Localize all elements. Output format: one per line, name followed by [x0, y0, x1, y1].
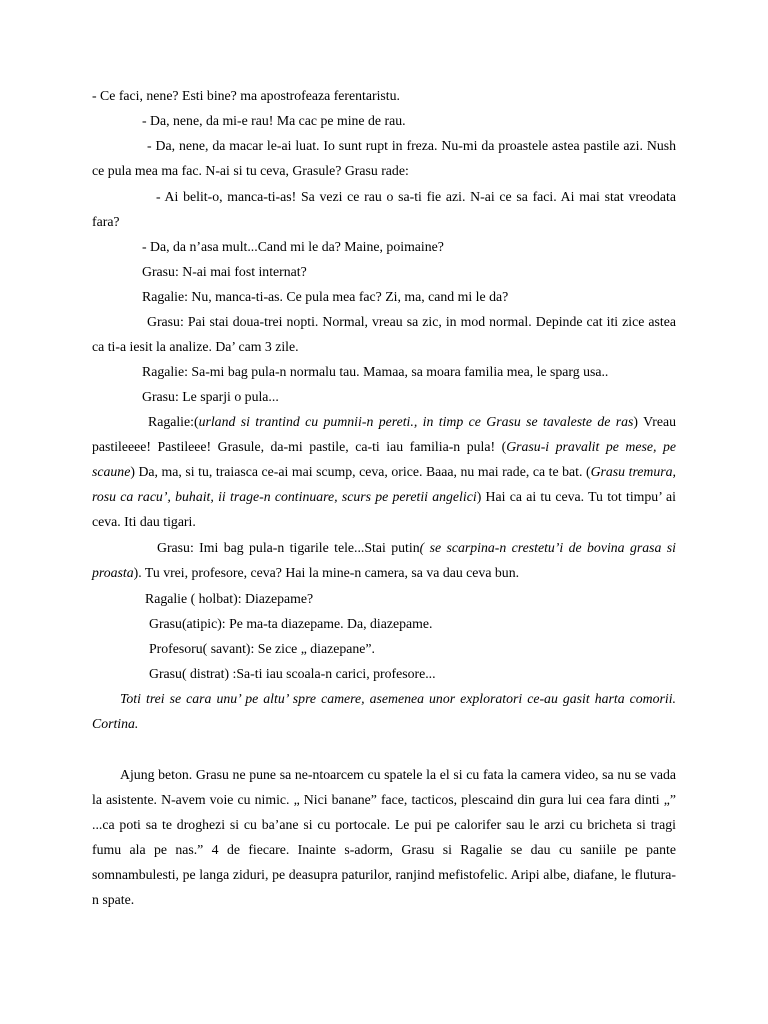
paragraph-12-segment-3: ). Tu vrei, profesore, ceva? Hai la mine-n camera, sa va dau ceva bun. [133, 565, 520, 580]
paragraph-11-segment-2: urland si trantind cu pumnii-n pereti., in timp ce Grasu se tavaleste de ras [198, 414, 634, 429]
paragraph-1: - Ce faci, nene? Esti bine? ma apostrofeaza ferentaristu. [92, 88, 400, 103]
paragraph-10: Grasu: Le sparji o pula... [142, 389, 279, 404]
paragraph-11-segment-1: Ragalie:( [148, 414, 199, 429]
paragraph-3: - Da, nene, da macar le-ai luat. Io sunt rupt in freza. Nu-mi da proastele astea pastile azi. Nush ce pula mea ma fac. N-ai si tu ceva, Grasule? Grasu rade: [92, 138, 676, 178]
paragraph-11-segment-5: ) Da, ma, si tu, traiasca ce-ai mai scump, ceva, orice. Baaa, nu mai rade, ca te bat. ( [130, 464, 591, 479]
paragraph-11-segment-3: ) Vreau pastileeee! Pastileee! Grasule, da-mi pastile, ca-ti iau familia-n pula! ( [92, 414, 677, 454]
paragraph-6: Grasu: N-ai mai fost internat? [142, 264, 307, 279]
paragraph-2: - Da, nene, da mi-e rau! Ma cac pe mine de rau. [142, 113, 406, 128]
paragraph-4: - Ai belit-o, manca-ti-as! Sa vezi ce rau o sa-ti fie azi. N-ai ce sa faci. Ai mai stat vreodata fara? [92, 189, 676, 229]
stage-direction: Toti trei se cara unu’ pe altu’ spre camere, asemenea unor exploratori ce-au gasit harta comorii. Cortina. [92, 691, 676, 731]
paragraph-11-segment-4: Grasu-i pravalit pe mese, pe scaune [92, 439, 676, 479]
paragraph-narrative: Ajung beton. Grasu ne pune sa ne-ntoarcem cu spatele la el si cu fata la camera video, sa nu se vada la asistente. N-avem voie cu nimic. „ Nici banane” face, tacticos, plescaind din gura lui cea fara dinti „” ...ca poti sa te droghezi si cu ba’ane si cu portocale. Le pui pe calorifer sau le arzi cu bricheta si tragi fumu ala pe nas.” 4 de fiecare. Inainte s-adorm, Grasu si Ragalie se dau cu saniile pe pante somnambulesti, pe langa ziduri, pe deasupra paturilor, ranjind mefistofelic. Aripi albe, diafane, le flutura-n spate. [92, 767, 676, 907]
paragraph-5: - Da, da n’asa mult...Cand mi le da? Maine, poimaine? [142, 239, 444, 254]
paragraph-8: Grasu: Pai stai doua-trei nopti. Normal, vreau sa zic, in mod normal. Depinde cat iti zice astea ca ti-a iesit la analize. Da’ cam 3 zile. [92, 314, 676, 354]
paragraph-14: Grasu(atipic): Pe ma-ta diazepame. Da, diazepame. [149, 616, 433, 631]
paragraph-11-segment-7: ) Hai ca ai tu ceva. Tu tot timpu’ ai ceva. Iti dau tigari. [92, 489, 676, 529]
paragraph-12 [92, 535, 676, 585]
paragraph-9: Ragalie: Sa-mi bag pula-n normalu tau. Mamaa, sa moara familia mea, le sparg usa.. [142, 364, 609, 379]
paragraph-12-segment-2: ( se scarpina-n crestetu’i de bovina grasa si proasta [92, 540, 676, 580]
paragraph-13: Ragalie ( holbat): Diazepame? [145, 591, 314, 606]
paragraph-15: Profesoru( savant): Se zice „ diazepane”. [149, 641, 376, 656]
paragraph-11-segment-6: Grasu tremura, rosu ca racu’, buhait, ii trage-n continuare, scurs pe peretii angelici [92, 464, 676, 504]
paragraph-16: Grasu( distrat) :Sa-ti iau scoala-n carici, profesore... [149, 666, 436, 681]
paragraph-11 [92, 409, 676, 534]
paragraph-7: Ragalie: Nu, manca-ti-as. Ce pula mea fac? Zi, ma, cand mi le da? [142, 289, 509, 304]
paragraph-12-segment-1: Grasu: Imi bag pula-n tigarile tele...Stai putin [157, 540, 420, 555]
